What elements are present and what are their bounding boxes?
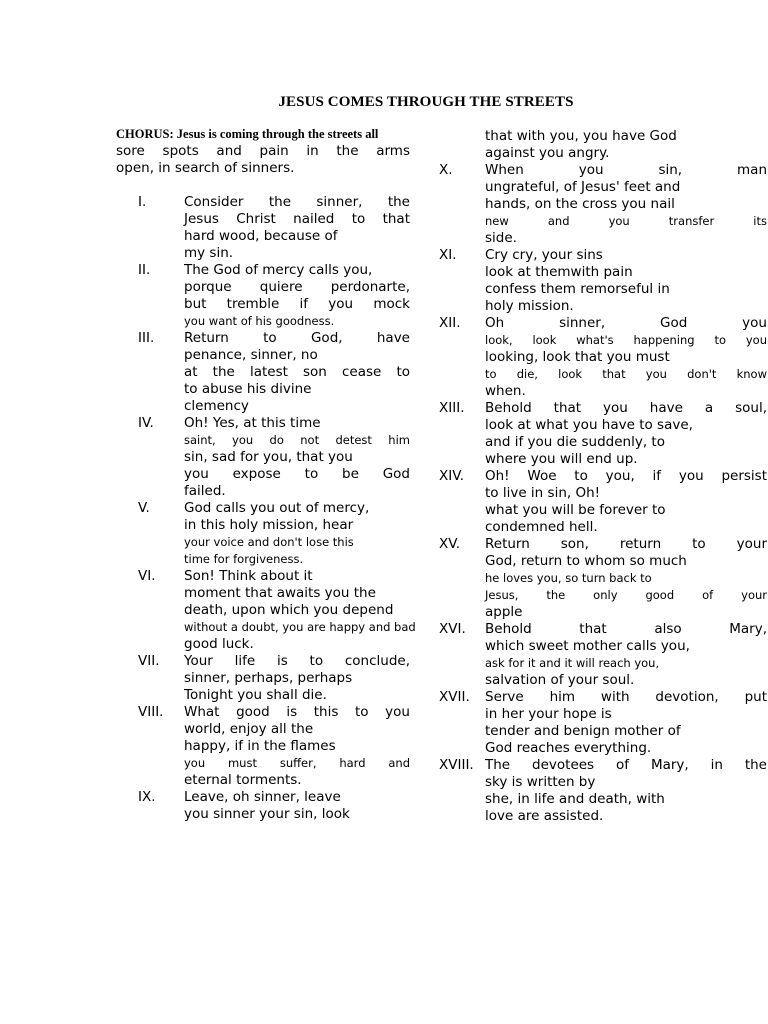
verse-body [485, 162, 767, 247]
verse-numeral: VI. [138, 568, 156, 584]
verse-line: Tonight you shall die. [184, 687, 327, 703]
chorus [116, 126, 410, 177]
verse-numeral: VII. [138, 653, 160, 669]
verse-body [184, 262, 410, 330]
verse-line: Serve him with devotion, put [485, 689, 767, 705]
verse-line: holy mission. [485, 298, 574, 314]
verse-line: Oh sinner, God you [485, 315, 767, 331]
verse-line: Return to God, have [184, 330, 410, 346]
verse-line: sky is written by [485, 774, 596, 790]
verse-line: failed. [184, 483, 226, 499]
chorus-line: open, in search of sinners. [116, 160, 295, 176]
verse-line: happy, if in the flames [184, 738, 336, 754]
verse-line: you sinner your sin, look [184, 806, 350, 822]
verse [439, 689, 767, 757]
verse [439, 247, 767, 315]
left-verse-list [116, 194, 416, 823]
verse [439, 315, 767, 400]
verse-line: Consider the sinner, the [184, 194, 410, 210]
verse-line: without a doubt, you are happy and bad [184, 620, 416, 634]
right-column [439, 128, 767, 825]
verse [116, 568, 416, 653]
verse-line: God, return to whom so much [485, 553, 687, 569]
verse-line: you expose to be God [184, 466, 410, 482]
page-title: JESUS COMES THROUGH THE STREETS [278, 94, 574, 110]
verse-body [184, 789, 410, 823]
verse-line: he loves you, so turn back to [485, 571, 652, 585]
chorus-line: sore spots and pain in the arms [116, 143, 410, 159]
verse-line: Oh! Woe to you, if you persist [485, 468, 767, 484]
verse-numeral: XIV. [439, 468, 465, 484]
verse [116, 653, 410, 704]
verse-body [485, 315, 767, 400]
verse-line: look at what you have to save, [485, 417, 693, 433]
verse-body [485, 400, 767, 468]
verse [116, 704, 410, 789]
verse-line: Return son, return to your [485, 536, 767, 552]
verse-line: confess them remorseful in [485, 281, 670, 297]
verse-line: which sweet mother calls you, [485, 638, 690, 654]
verse-line: but tremble if you mock [184, 296, 410, 312]
verse-numeral: XVIII. [439, 757, 474, 773]
verse-line: in this holy mission, hear [184, 517, 354, 533]
verse [116, 415, 410, 500]
verse-line: Jesus, the only good of your [485, 588, 767, 602]
verse-line: time for forgiveness. [184, 552, 304, 566]
verse-line: your voice and don't lose this [184, 535, 354, 549]
chorus-label: CHORUS: [116, 127, 174, 141]
verse-line: world, enjoy all the [184, 721, 314, 737]
verse-line: tender and benign mother of [485, 723, 681, 739]
verse [116, 194, 410, 262]
verse-body [184, 568, 416, 653]
verse-line: porque quiere perdonarte, [184, 279, 410, 295]
verse-numeral: II. [138, 262, 151, 278]
verse-line: eternal torments. [184, 772, 302, 788]
verse-numeral: IX. [138, 789, 156, 805]
left-column [116, 126, 416, 823]
verse-line: Jesus Christ nailed to that [184, 211, 410, 227]
verse [439, 621, 767, 689]
verse-line: in her your hope is [485, 706, 612, 722]
verse-numeral: XV. [439, 536, 461, 552]
verse-numeral: V. [138, 500, 150, 516]
verse-line: good luck. [184, 636, 254, 652]
verse-body [184, 194, 410, 262]
verse-line: Leave, oh sinner, leave [184, 789, 341, 805]
verse-line: salvation of your soul. [485, 672, 635, 688]
verse-body [485, 757, 767, 825]
verse-line: to die, look that you don't know [485, 367, 767, 381]
verse-line: love are assisted. [485, 808, 604, 824]
verse-line: new and you transfer its [485, 214, 767, 228]
verse-line: you must suffer, hard and [184, 756, 410, 770]
right-verse-list [439, 128, 767, 825]
verse-body [184, 653, 410, 704]
verse [439, 128, 767, 162]
verse-line: death, upon which you depend [184, 602, 394, 618]
verse-line: what you will be forever to [485, 502, 666, 518]
verse-line: that with you, you have God [485, 128, 677, 144]
verse [116, 330, 410, 415]
verse-line: moment that awaits you the [184, 585, 376, 601]
verse-line: you want of his goodness. [184, 314, 335, 328]
verse-body [485, 536, 767, 621]
verse-line: The devotees of Mary, in the [485, 757, 767, 773]
verse-line: and if you die suddenly, to [485, 434, 665, 450]
verse-numeral: III. [138, 330, 155, 346]
verse-line: sin, sad for you, that you [184, 449, 353, 465]
verse-line: my sin. [184, 245, 234, 261]
verse-numeral: VIII. [138, 704, 164, 720]
verse [439, 162, 767, 247]
verse-numeral: X. [439, 162, 453, 178]
verse-body [184, 704, 410, 789]
verse-line: God calls you out of mercy, [184, 500, 370, 516]
verse-numeral: I. [138, 194, 147, 210]
verse-line: saint, you do not detest him [184, 433, 410, 447]
verse-body [485, 689, 767, 757]
verse-line: look at themwith pain [485, 264, 633, 280]
verse-numeral: IV. [138, 415, 154, 431]
verse-line: when. [485, 383, 526, 399]
verse [116, 500, 410, 568]
verse-line: where you will end up. [485, 451, 638, 467]
verse-line: looking, look that you must [485, 349, 670, 365]
verse-line: hands, on the cross you nail [485, 196, 675, 212]
verse-line: at the latest son cease to [184, 364, 410, 380]
verse-line: apple [485, 604, 523, 620]
verse-line: Behold that also Mary, [485, 621, 767, 637]
verse-line: Your life is to conclude, [184, 653, 410, 669]
verse-line: When you sin, man [485, 162, 767, 178]
verse-line: look, look what's happening to you [485, 333, 767, 347]
verse-body [485, 468, 767, 536]
verse-line: What good is this to you [184, 704, 410, 720]
verse-line: clemency [184, 398, 249, 414]
verse [116, 262, 410, 330]
verse-line: sinner, perhaps, perhaps [184, 670, 353, 686]
verse-numeral: XII. [439, 315, 461, 331]
verse [439, 757, 767, 825]
verse [439, 536, 767, 621]
verse-body [485, 247, 767, 315]
verse-line: Oh! Yes, at this time [184, 415, 321, 431]
verse-numeral: XIII. [439, 400, 465, 416]
verse-body [184, 415, 410, 500]
chorus-first-text: Jesus is coming through the streets all [176, 127, 379, 141]
verse-line: to live in sin, Oh! [485, 485, 601, 501]
verse-line: penance, sinner, no [184, 347, 318, 363]
verse-body [485, 621, 767, 689]
verse [439, 468, 767, 536]
verse-numeral: XVI. [439, 621, 466, 637]
verse-line: ungrateful, of Jesus' feet and [485, 179, 681, 195]
chorus-first-line [116, 126, 410, 143]
verse-line: hard wood, because of [184, 228, 338, 244]
verse-line: she, in life and death, with [485, 791, 665, 807]
verse-numeral: XVII. [439, 689, 470, 705]
verse [439, 400, 767, 468]
verse-body [184, 500, 410, 568]
verse-line: against you angry. [485, 145, 610, 161]
verse-line: The God of mercy calls you, [184, 262, 373, 278]
verse-line: condemned hell. [485, 519, 598, 535]
verse-line: ask for it and it will reach you, [485, 656, 660, 670]
verse-line: side. [485, 230, 517, 246]
verse-body [485, 128, 767, 162]
verse-line: Cry cry, your sins [485, 247, 603, 263]
verse-numeral: XI. [439, 247, 457, 263]
verse-line: God reaches everything. [485, 740, 652, 756]
verse [116, 789, 410, 823]
verse-line: Behold that you have a soul, [485, 400, 767, 416]
verse-line: to abuse his divine [184, 381, 312, 397]
verse-body [184, 330, 410, 415]
verse-line: Son! Think about it [184, 568, 313, 584]
